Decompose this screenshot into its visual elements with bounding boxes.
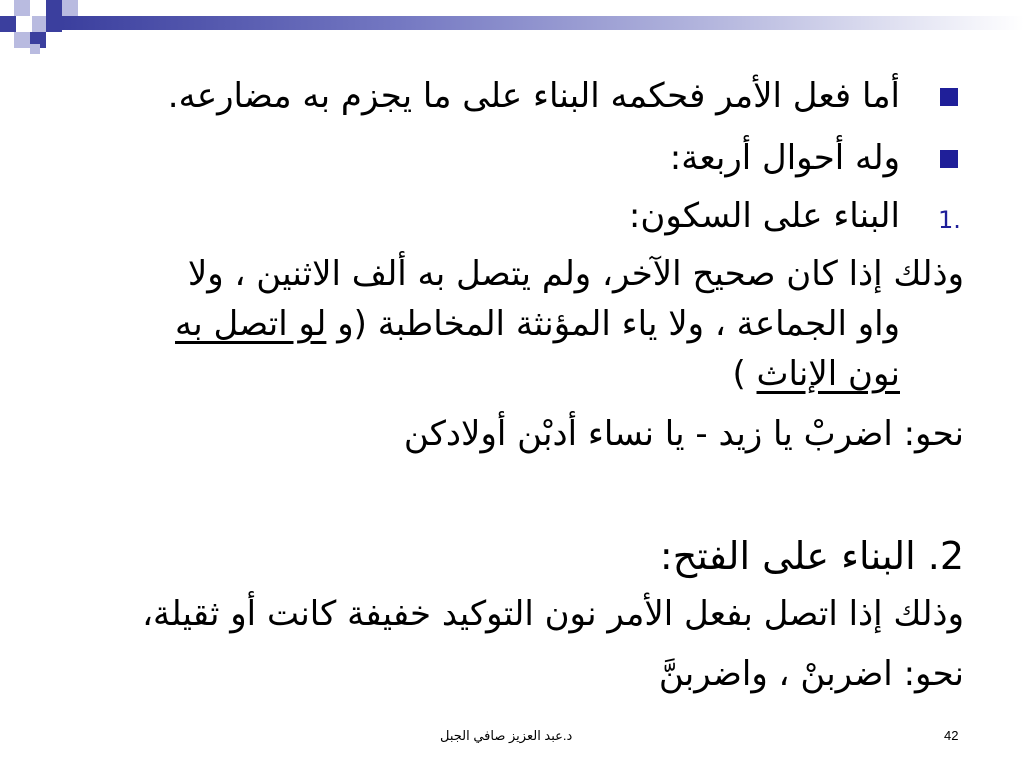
paragraph-1-line-2-text: واو الجماعة ، ولا ياء المؤنثة المخاطبة (و [326, 304, 900, 344]
header-gradient-bar [62, 16, 1024, 30]
bullet-text-2: وله أحوال أربعة: [669, 138, 900, 178]
paragraph-1-underlined-text: لو اتصل به [175, 304, 327, 344]
page-number: 42 [944, 728, 959, 743]
deco-square [14, 0, 30, 16]
paragraph-1-underlined-text-2: نون الإناث [756, 354, 900, 394]
deco-square [16, 16, 32, 32]
deco-square [30, 0, 46, 16]
bullet-text-1: أما فعل الأمر فحكمه البناء على ما يجزم به مضارعه. [167, 76, 900, 116]
bullet-square-icon [940, 150, 958, 168]
deco-square [30, 44, 40, 54]
footer-author: د.عبد العزيز صافي الجبل [440, 728, 573, 743]
paragraph-2: وذلك إذا اتصل بفعل الأمر نون التوكيد خفيفة كانت أو ثقيلة، [142, 594, 964, 634]
header-decoration [0, 0, 1024, 56]
paragraph-1-line-2 [175, 304, 900, 344]
deco-square [46, 16, 62, 32]
item-number-1: 1. [938, 206, 961, 234]
deco-square [46, 32, 62, 48]
item-heading-1: البناء على السكون: [628, 196, 900, 236]
example-1: نحو: اضربْ يا زيد - يا نساء أدبْن أولادكن [403, 414, 964, 454]
example-2: نحو: اضربنْ ، واضربنَّ [658, 654, 964, 694]
item-heading-2: 2. البناء على الفتح: [659, 534, 964, 578]
deco-square [0, 16, 16, 32]
paragraph-1-line-3 [732, 354, 900, 394]
deco-square [14, 32, 30, 48]
deco-square [46, 0, 62, 16]
deco-square [62, 0, 78, 16]
paragraph-1-line-3-text: ) [732, 354, 757, 394]
paragraph-1-line-1: وذلك إذا كان صحيح الآخر، ولم يتصل به ألف الاثنين ، ولا [187, 254, 964, 294]
bullet-square-icon [940, 88, 958, 106]
